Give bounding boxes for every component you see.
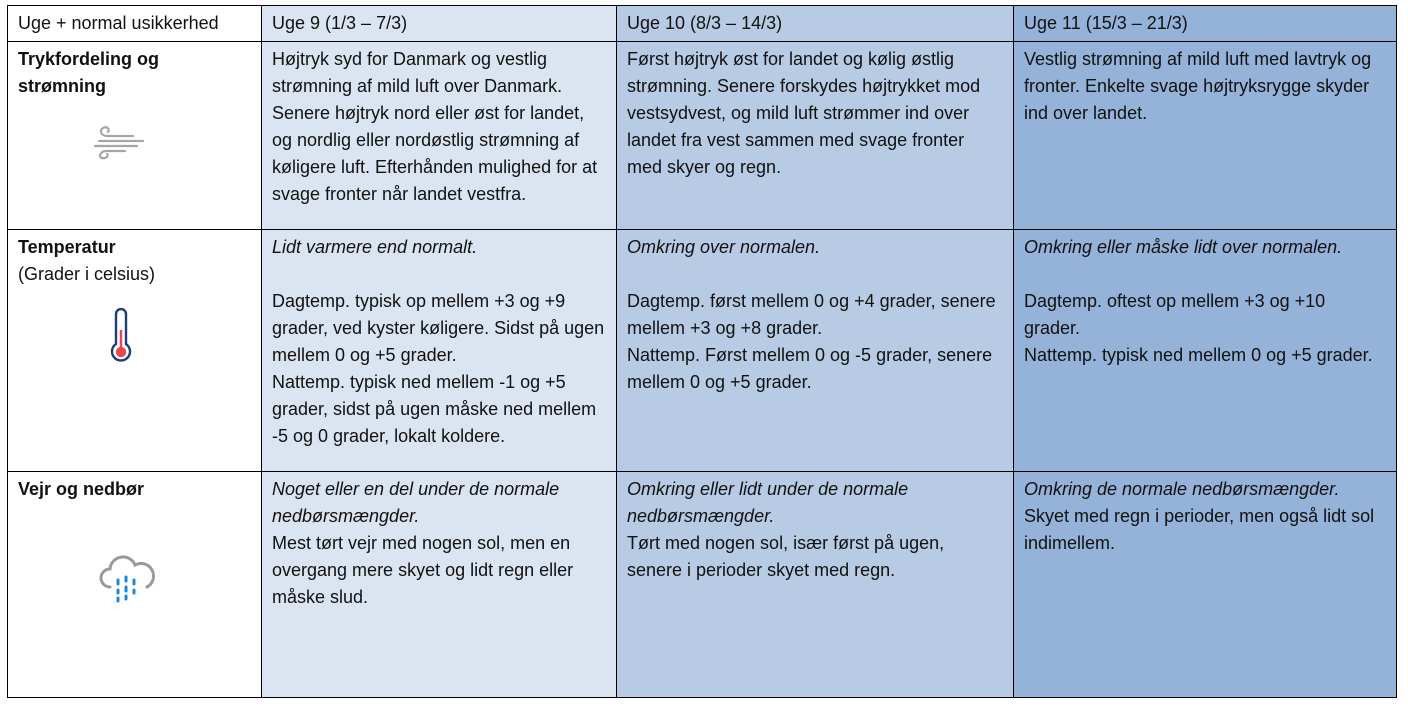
header-week-9: Uge 9 (1/3 – 7/3) <box>262 6 617 42</box>
spacer <box>272 261 606 288</box>
weather-label-cell <box>8 472 262 698</box>
weather-row <box>8 472 1397 698</box>
spacer <box>1024 261 1386 288</box>
temperature-week-9 <box>262 230 617 472</box>
temperature-sublabel: (Grader i celsius) <box>18 264 156 284</box>
pressure-label-cell <box>8 42 262 230</box>
temperature-week-11 <box>1014 230 1397 472</box>
weather-week-9-text: Mest tørt vejr med nogen sol, men en overgang mere skyet og lidt regn eller måske slud. <box>272 533 574 607</box>
spacer <box>627 261 1003 288</box>
temperature-week-9-night: Nattemp. typisk ned mellem -1 og +5 grader, sidst på ugen måske ned mellem -5 og 0 grader, lokalt koldere. <box>272 372 597 446</box>
thermometer-icon <box>109 308 251 364</box>
header-row <box>8 6 1397 42</box>
weather-week-10-summary: Omkring eller lidt under de normale nedbørsmængder. <box>627 479 909 526</box>
temperature-row <box>8 230 1397 472</box>
temperature-week-11-summary: Omkring eller måske lidt over normalen. <box>1024 237 1343 257</box>
wind-icon <box>81 120 251 160</box>
weather-week-10-text: Tørt med nogen sol, især først på ugen, senere i perioder skyet med regn. <box>627 533 945 580</box>
header-week-10: Uge 10 (8/3 – 14/3) <box>617 6 1014 42</box>
temperature-week-10-summary: Omkring over normalen. <box>627 237 821 257</box>
pressure-label: Trykfordeling og strømning <box>18 49 160 96</box>
temperature-week-10-day: Dagtemp. først mellem 0 og +4 grader, senere mellem +3 og +8 grader. <box>627 291 996 338</box>
pressure-week-9: Højtryk syd for Danmark og vestlig strømning af mild luft over Danmark. Senere højtryk nord eller øst for landet, og nordlig eller nordøstlig strømning af køligere luft. Efterhånden mulighed for at svage fronter når landet vestfra. <box>262 42 617 230</box>
pressure-week-11: Vestlig strømning af mild luft med lavtryk og fronter. Enkelte svage højtryksrygge skyder ind over landet. <box>1014 42 1397 230</box>
weather-week-10 <box>617 472 1014 698</box>
pressure-week-10: Først højtryk øst for landet og kølig østlig strømning. Senere forskydes højtrykket mod vestsydvest, og mild luft strømmer ind over landet fra vest sammen med svage fronter med skyer og regn. <box>617 42 1014 230</box>
temperature-week-9-summary: Lidt varmere end normalt. <box>272 237 478 257</box>
header-week-11: Uge 11 (15/3 – 21/3) <box>1014 6 1397 42</box>
weather-week-11-text: Skyet med regn i perioder, men også lidt sol indimellem. <box>1024 506 1375 553</box>
weather-label: Vejr og nedbør <box>18 479 145 499</box>
temperature-week-11-day: Dagtemp. oftest op mellem +3 og +10 grader. <box>1024 291 1326 338</box>
rain-cloud-icon <box>96 553 251 607</box>
header-uncertainty: Uge + normal usikkerhed <box>8 6 262 42</box>
pressure-row <box>8 42 1397 230</box>
temperature-label: Temperatur <box>18 237 116 257</box>
temperature-week-10 <box>617 230 1014 472</box>
weather-week-9-summary: Noget eller en del under de normale nedbørsmængder. <box>272 479 560 526</box>
temperature-week-9-day: Dagtemp. typisk op mellem +3 og +9 grader, ved kyster køligere. Sidst på ugen mellem 0 og +5 grader. <box>272 291 605 365</box>
temperature-label-cell <box>8 230 262 472</box>
temperature-week-11-night: Nattemp. typisk ned mellem 0 og +5 grader. <box>1024 345 1373 365</box>
forecast-table <box>7 5 1397 698</box>
weather-week-9 <box>262 472 617 698</box>
weather-week-11-summary: Omkring de normale nedbørsmængder. <box>1024 479 1340 499</box>
weather-week-11 <box>1014 472 1397 698</box>
temperature-week-10-night: Nattemp. Først mellem 0 og -5 grader, senere mellem 0 og +5 grader. <box>627 345 993 392</box>
